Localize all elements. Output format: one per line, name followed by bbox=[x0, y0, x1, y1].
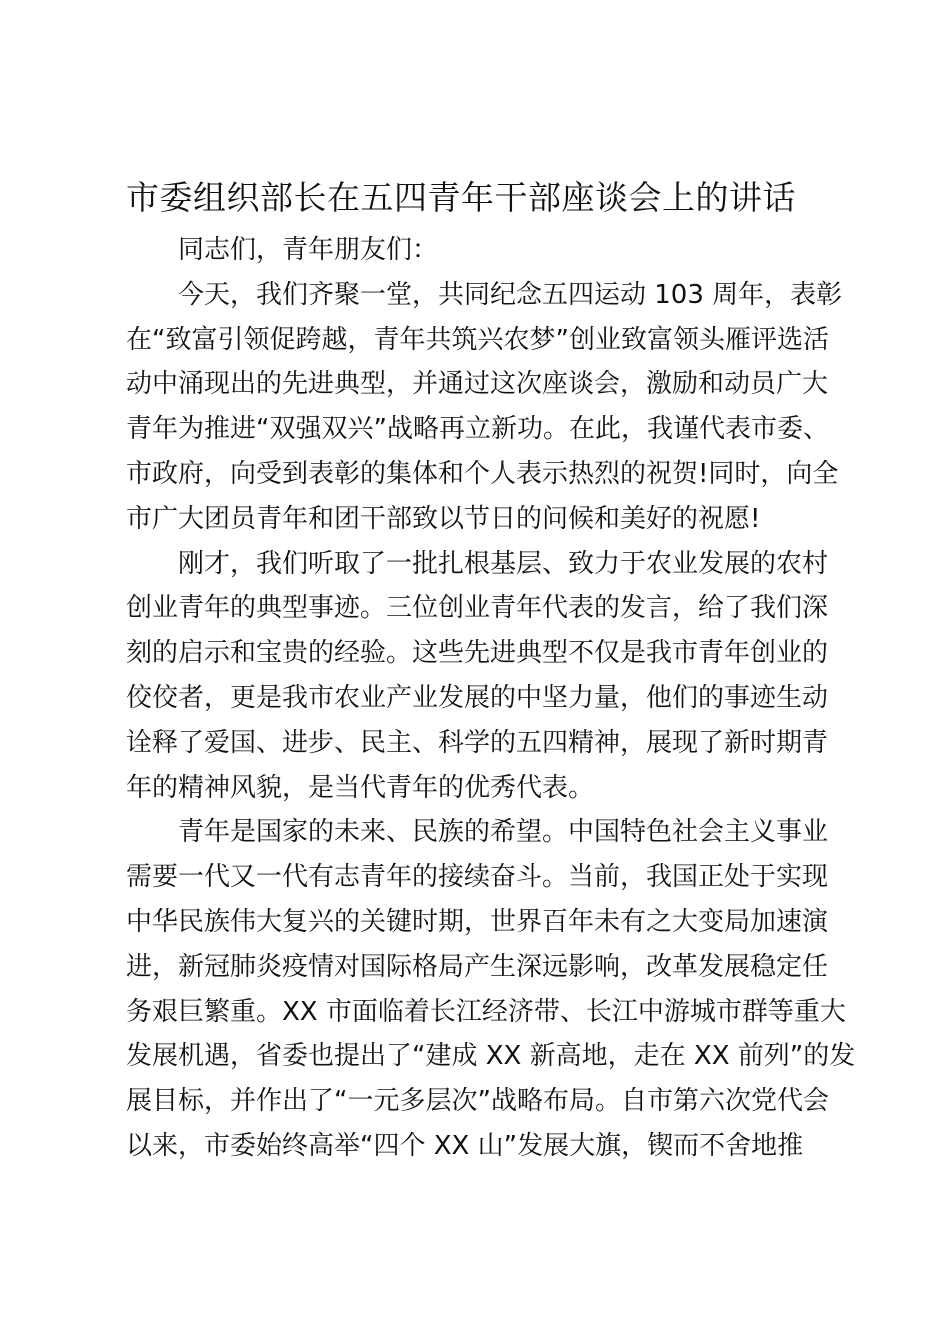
text-line: 刚才，我们听取了一批扎根基层、致力于农业发展的农村 bbox=[178, 548, 829, 579]
text-line: 需要一代又一代有志青年的接续奋斗。当前，我国正处于实现 bbox=[126, 862, 829, 893]
text-line: 创业青年的典型事迹。三位创业青年代表的发言，给了我们深 bbox=[126, 593, 829, 624]
document-title: 市委组织部长在五四青年干部座谈会上的讲话 bbox=[126, 178, 796, 217]
text-line: 今天，我们齐聚一堂，共同纪念五四运动 103 周年，表彰 bbox=[178, 279, 843, 310]
text-line: 以来，市委始终高举“四个 XX 山”发展大旗，锲而不舍地推 bbox=[126, 1130, 804, 1161]
text-line: 市政府，向受到表彰的集体和个人表示热烈的祝贺!同时，向全 bbox=[126, 458, 839, 489]
text-line: 展目标，并作出了“一元多层次”战略布局。自市第六次党代会 bbox=[126, 1086, 829, 1117]
text-line: 中华民族伟大复兴的关键时期，世界百年未有之大变局加速演 bbox=[126, 906, 829, 937]
text-line: 发展机遇，省委也提出了“建成 XX 新高地，走在 XX 前列”的发 bbox=[126, 1041, 856, 1072]
text-line: 市广大团员青年和团干部致以节日的问候和美好的祝愿! bbox=[126, 503, 761, 534]
text-line: 在“致富引领促跨越，青年共筑兴农梦”创业致富领头雁评选活 bbox=[126, 324, 829, 355]
text-line: 刻的启示和宝贵的经验。这些先进典型不仅是我市青年创业的 bbox=[126, 638, 829, 669]
text-line: 诠释了爱国、进步、民主、科学的五四精神，展现了新时期青 bbox=[126, 727, 829, 758]
text-line: 进，新冠肺炎疫情对国际格局产生深远影响，改革发展稳定任 bbox=[126, 951, 829, 982]
paragraph-1 bbox=[126, 273, 843, 542]
text-line: 青年为推进“双强双兴”战略再立新功。在此，我谨代表市委、 bbox=[126, 414, 829, 445]
document-body bbox=[126, 228, 856, 1169]
text-line: 同志们，青年朋友们： bbox=[178, 235, 439, 265]
text-line: 佼佼者，更是我市农业产业发展的中坚力量，他们的事迹生动 bbox=[126, 682, 829, 713]
text-line: 务艰巨繁重。XX 市面临着长江经济带、长江中游城市群等重大 bbox=[126, 996, 846, 1027]
paragraph-2 bbox=[126, 542, 830, 811]
text-line: 青年是国家的未来、民族的希望。中国特色社会主义事业 bbox=[178, 817, 829, 848]
salutation bbox=[126, 228, 830, 273]
text-line: 年的精神风貌，是当代青年的优秀代表。 bbox=[126, 772, 595, 803]
paragraph-3 bbox=[126, 810, 856, 1168]
text-line: 动中涌现出的先进典型，并通过这次座谈会，激励和动员广大 bbox=[126, 369, 829, 400]
